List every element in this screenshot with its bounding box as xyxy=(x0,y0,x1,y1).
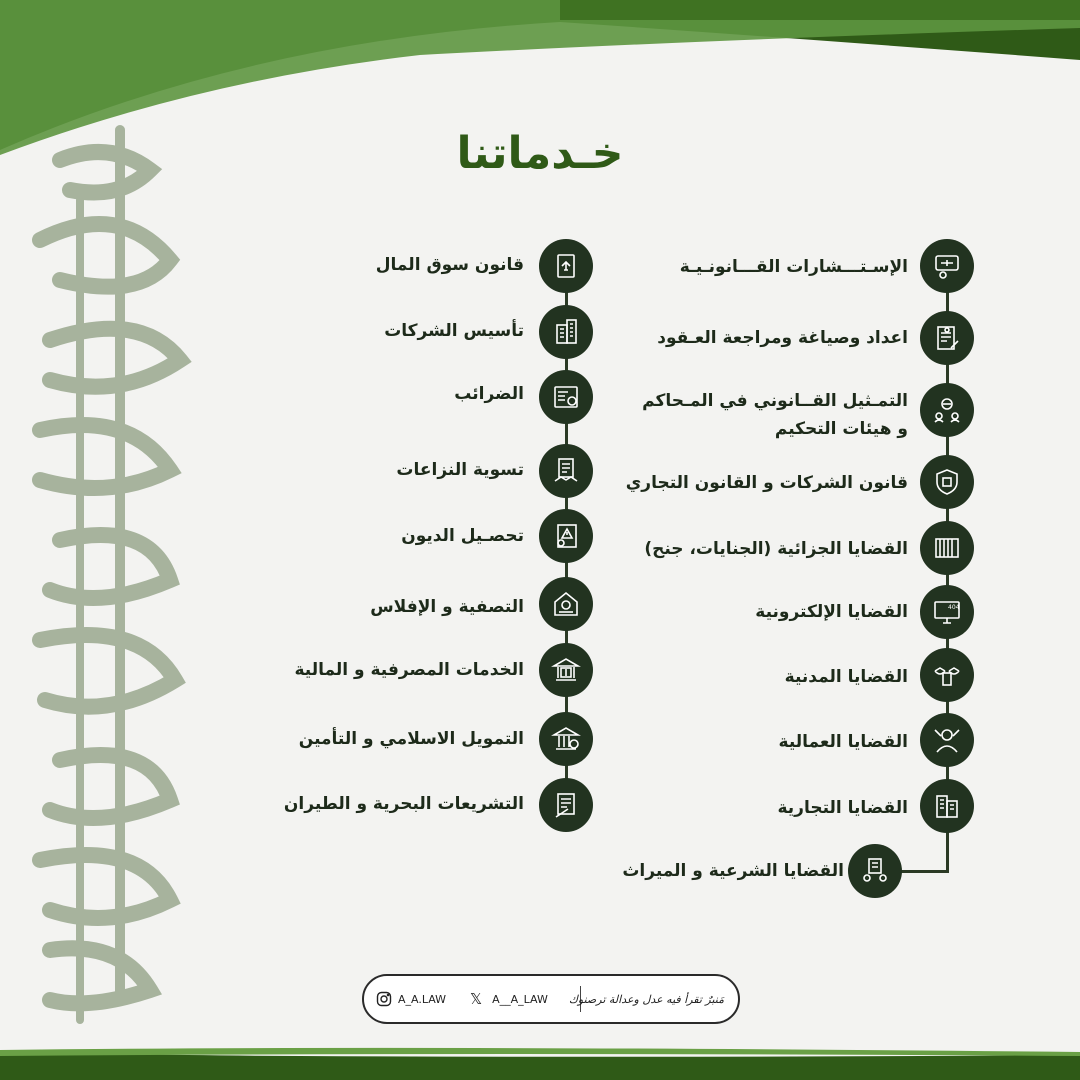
social-footer xyxy=(362,974,740,1024)
contract-icon xyxy=(920,311,974,365)
instagram-handle[interactable] xyxy=(376,976,446,1022)
buildings-icon xyxy=(539,305,593,359)
right-service-label: القضايا العمالية xyxy=(778,732,908,752)
family-document-icon xyxy=(848,844,902,898)
handshake-document-icon xyxy=(539,444,593,498)
x-label: A__A_LAW xyxy=(492,992,548,1006)
right-service-label: الإسـتـــشارات القـــانونـيـة xyxy=(679,257,908,277)
worker-tools-icon xyxy=(920,713,974,767)
consultation-icon xyxy=(920,239,974,293)
left-service-label: الضرائب xyxy=(454,384,524,404)
legislation-pen-icon xyxy=(539,778,593,832)
jail-icon xyxy=(920,521,974,575)
left-service-label: التمويل الاسلامي و التأمين xyxy=(298,729,524,749)
right-service-label: قانون الشركات و القانون التجاري xyxy=(625,473,908,493)
instagram-icon xyxy=(376,991,392,1007)
money-house-icon xyxy=(539,577,593,631)
monitor-404-icon xyxy=(920,585,974,639)
svg-text:404: 404 xyxy=(948,604,960,611)
shield-law-icon xyxy=(920,455,974,509)
left-service-label: قانون سوق المال xyxy=(375,255,524,275)
right-service-label: التمـثيل القــانوني في المـحاكم xyxy=(642,391,908,411)
left-service-label: الخدمات المصرفية و المالية xyxy=(294,660,524,680)
stock-document-icon xyxy=(539,239,593,293)
left-service-label: التصفية و الإفلاس xyxy=(370,597,524,617)
tax-icon xyxy=(539,370,593,424)
right-service-label: القضايا التجارية xyxy=(777,798,908,818)
right-service-label: القضايا الجزائية (الجنايات، جنح) xyxy=(644,539,908,559)
justice-fist-icon xyxy=(920,648,974,702)
right-service-label-line2: و هيئات التحكيم xyxy=(774,419,908,439)
brand-signature: مَنبرٌ تقرأ فيه عدل وعدالة ترصنوك xyxy=(568,992,724,1006)
right-service-label: اعداد وصياغة ومراجعة العـقود xyxy=(657,328,908,348)
right-service-label: القضايا المدنية xyxy=(784,667,908,687)
left-service-label: تحصـيل الديون xyxy=(401,526,524,546)
left-service-label: التشريعات البحرية و الطيران xyxy=(283,794,524,814)
right-service-label: القضايا الشرعية و الميراث xyxy=(622,861,844,881)
left-service-label: تأسيس الشركات xyxy=(384,321,524,341)
page-title: خـدماتنا xyxy=(456,128,624,179)
representation-icon xyxy=(920,383,974,437)
right-service-label: القضايا الإلكترونية xyxy=(755,602,908,622)
x-handle[interactable] xyxy=(470,976,548,1022)
islamic-bank-icon xyxy=(539,712,593,766)
instagram-label: A_A.LAW xyxy=(398,992,447,1006)
left-service-label: تسوية النزاعات xyxy=(396,460,524,480)
debt-warning-icon xyxy=(539,509,593,563)
bank-icon xyxy=(539,643,593,697)
commercial-building-icon xyxy=(920,779,974,833)
x-icon: 𝕏 xyxy=(470,990,483,1008)
